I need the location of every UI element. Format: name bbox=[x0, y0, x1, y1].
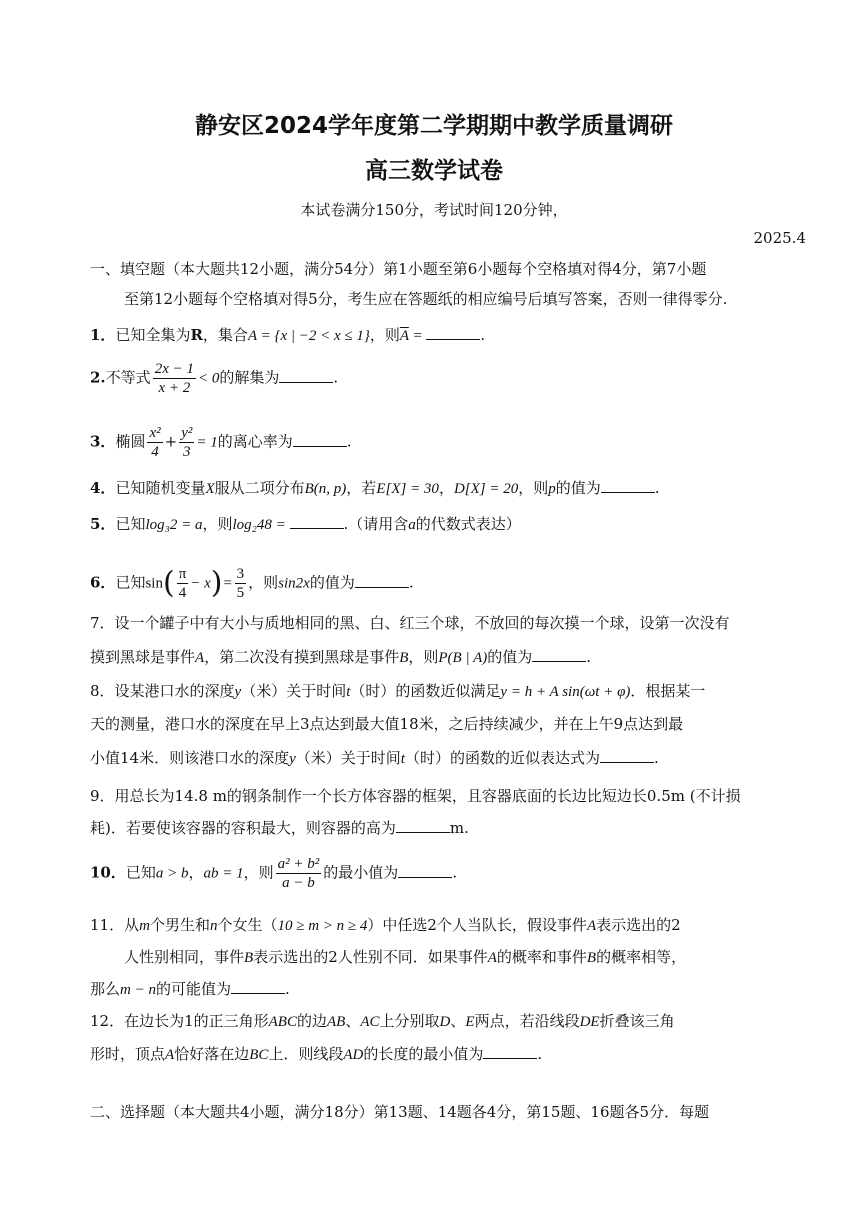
text: 不等式 bbox=[105, 368, 151, 387]
math-expr: DE bbox=[579, 1014, 600, 1030]
fraction bbox=[235, 565, 247, 602]
text: ．根据某一 bbox=[630, 682, 706, 700]
math-expr: BC bbox=[249, 1047, 269, 1063]
text: ，第二次没有摸到黑球是事件 bbox=[204, 648, 400, 666]
fraction bbox=[179, 424, 194, 461]
text: . bbox=[285, 980, 290, 998]
text: 已知随机变量 bbox=[115, 479, 206, 497]
math-expr: n bbox=[209, 918, 218, 934]
text: . bbox=[653, 749, 659, 767]
math-expr: m − n bbox=[120, 982, 156, 998]
math-expr: AB bbox=[327, 1014, 346, 1030]
math-expr: − x bbox=[190, 575, 211, 592]
answer-blank[interactable] bbox=[600, 748, 654, 763]
question-2 bbox=[90, 360, 338, 397]
question-11-cont bbox=[124, 947, 686, 968]
text: 摸到黑球是事件 bbox=[90, 648, 196, 666]
answer-blank[interactable] bbox=[293, 432, 347, 447]
answer-blank[interactable] bbox=[483, 1044, 537, 1059]
answer-blank[interactable] bbox=[290, 514, 344, 529]
math-expr: a > b bbox=[155, 865, 189, 882]
math-expr: X bbox=[205, 481, 215, 497]
text: 两点，若沿线段 bbox=[474, 1012, 580, 1030]
math-expr: B bbox=[586, 950, 597, 966]
math-expr: = bbox=[408, 328, 427, 344]
question-8 bbox=[90, 681, 705, 702]
text: ，则 bbox=[243, 863, 274, 882]
fraction bbox=[153, 360, 196, 397]
text: ，则 bbox=[369, 326, 400, 344]
math-expr: $\overline{A}$ bbox=[399, 328, 409, 344]
math-expr: A bbox=[586, 918, 597, 934]
question-10 bbox=[90, 855, 457, 892]
answer-blank[interactable] bbox=[279, 368, 333, 383]
math-expr: log₂48 = bbox=[232, 517, 290, 533]
text: 形时，顶点 bbox=[90, 1045, 166, 1063]
question-6 bbox=[90, 565, 414, 602]
denominator: 5 bbox=[236, 585, 245, 601]
question-number: 2. bbox=[90, 368, 106, 387]
text: m. bbox=[449, 819, 469, 837]
text: 的概率相等， bbox=[596, 948, 687, 966]
math-expr: m bbox=[139, 918, 150, 934]
math-expr: B bbox=[399, 650, 409, 666]
fraction bbox=[177, 565, 189, 602]
text: 的值为 bbox=[555, 479, 601, 497]
left-paren: ( bbox=[162, 565, 175, 601]
math-expr: D[X] = 20 bbox=[453, 481, 519, 497]
math-expr: B bbox=[244, 950, 254, 966]
math-expr: ABC bbox=[268, 1014, 297, 1030]
text: 的代数式表达） bbox=[415, 515, 521, 533]
text: 个女生（ bbox=[217, 916, 278, 934]
text: 的可能值为 bbox=[155, 980, 231, 998]
math-expr: y = h + A sin(ωt + φ) bbox=[500, 684, 631, 700]
text: 的边 bbox=[296, 1012, 327, 1030]
text: 的值为 bbox=[487, 648, 533, 666]
math-expr: = 1 bbox=[196, 434, 218, 451]
text: . bbox=[480, 326, 486, 344]
question-number: 1． bbox=[90, 326, 116, 344]
text: . bbox=[408, 573, 414, 592]
text: ， bbox=[188, 863, 204, 882]
math-expr: sin bbox=[145, 575, 163, 592]
question-11 bbox=[90, 915, 681, 936]
fraction bbox=[276, 855, 322, 892]
section1-heading-cont: 至第12小题每个空格填对得5分，考生应在答题纸的相应编号后填写答案，否则一律得零分. bbox=[124, 290, 728, 308]
numerator: y² bbox=[181, 425, 193, 441]
denominator: 3 bbox=[183, 444, 191, 460]
text: . bbox=[346, 432, 352, 451]
question-8-cont2 bbox=[90, 748, 659, 769]
math-expr: P(B | A) bbox=[438, 650, 488, 666]
section1-heading: 一、填空题（本大题共12小题，满分54分）第1小题至第6小题每个空格填对得4分，第7小题 bbox=[90, 260, 707, 278]
text: 椭圆 bbox=[115, 432, 146, 451]
section2-heading: 二、选择题（本大题共4小题，满分18分）第13题、14题各4分，第15题、16题各5分．每题 bbox=[90, 1103, 710, 1121]
text: 表示选出的2 bbox=[596, 916, 681, 934]
text: 的概率和事件 bbox=[496, 948, 587, 966]
text: 服从二项分布 bbox=[214, 479, 305, 497]
numerator: 2x − 1 bbox=[154, 361, 194, 377]
text: 、 bbox=[450, 1012, 466, 1030]
text: 上．则线段 bbox=[268, 1045, 344, 1063]
text: . bbox=[654, 479, 660, 497]
text: 的离心率为 bbox=[217, 432, 293, 451]
text: ， bbox=[438, 479, 454, 497]
question-7: 7．设一个罐子中有大小与质地相同的黑、白、红三个球，不放回的每次摸一个球，设第一次没有 bbox=[90, 614, 730, 632]
math-expr: B(n, p) bbox=[304, 481, 347, 497]
denominator: 4 bbox=[178, 585, 187, 601]
text: 已知 bbox=[115, 515, 146, 533]
math-expr: < 0 bbox=[197, 370, 220, 387]
math-expr: p bbox=[548, 481, 556, 497]
fraction bbox=[147, 424, 162, 461]
math-expr: D bbox=[439, 1014, 451, 1030]
exam-date: 2025.4 bbox=[753, 229, 806, 247]
question-5 bbox=[90, 514, 521, 535]
text: 已知全集为 bbox=[115, 326, 191, 344]
math-expr: y bbox=[234, 684, 242, 700]
text: ，若 bbox=[346, 479, 377, 497]
text: 的最小值为 bbox=[323, 863, 399, 882]
math-expr: A bbox=[195, 650, 205, 666]
text: . bbox=[586, 648, 592, 666]
text: 人性别相同，事件 bbox=[124, 948, 245, 966]
math-expr: t bbox=[400, 751, 405, 767]
question-number: 4． bbox=[90, 479, 116, 497]
numerator: π bbox=[178, 566, 187, 582]
question-11-cont2 bbox=[90, 979, 290, 1000]
exam-info: 本试卷满分150分，考试时间120分钟， bbox=[300, 201, 568, 219]
text: 、 bbox=[345, 1012, 361, 1030]
question-9-cont bbox=[90, 818, 469, 838]
question-12 bbox=[90, 1011, 675, 1032]
math-expr: A bbox=[165, 1047, 175, 1063]
math-expr: y bbox=[289, 751, 296, 767]
text: 恰好落在边 bbox=[174, 1045, 250, 1063]
exam-title: 静安区2024学年度第二学期期中教学质量调研 bbox=[194, 113, 673, 139]
text: . bbox=[333, 368, 339, 387]
answer-blank[interactable] bbox=[396, 818, 450, 833]
text: 的解集为 bbox=[219, 368, 280, 387]
question-number: 10． bbox=[90, 863, 126, 882]
question-9: 9．用总长为14.8 m的钢条制作一个长方体容器的框架，且容器底面的长边比短边长0.5m (不计损 bbox=[90, 787, 741, 805]
denominator: a − b bbox=[282, 875, 315, 891]
text: 的值为 bbox=[309, 573, 355, 592]
text: .（请用含 bbox=[343, 515, 409, 533]
text: 折叠该三角 bbox=[599, 1012, 675, 1030]
math-expr: log₃2 = a bbox=[145, 517, 203, 533]
math-expr: AD bbox=[343, 1047, 364, 1063]
numerator: x² bbox=[149, 425, 161, 441]
answer-blank[interactable] bbox=[601, 478, 655, 493]
text: 上分别取 bbox=[379, 1012, 440, 1030]
text: 表示选出的2人性别不同．如果事件 bbox=[253, 948, 488, 966]
plus-sign: + bbox=[164, 432, 178, 451]
question-12-cont bbox=[90, 1044, 542, 1065]
question-number: 3． bbox=[90, 432, 116, 451]
text: 已知 bbox=[125, 863, 156, 882]
question-number: 6． bbox=[90, 573, 116, 592]
text: ，则 bbox=[408, 648, 439, 666]
text: ，则 bbox=[518, 479, 549, 497]
text: （米）关于时间 bbox=[295, 749, 401, 767]
text: 的长度的最小值为 bbox=[363, 1045, 484, 1063]
answer-blank[interactable] bbox=[355, 573, 409, 588]
text: （时）的函数的近似表达式为 bbox=[404, 749, 600, 767]
question-3 bbox=[90, 424, 352, 461]
math-expr: ab = 1 bbox=[203, 865, 244, 882]
question-number: 5． bbox=[90, 515, 116, 533]
text: ，集合 bbox=[202, 326, 248, 344]
text: 小值14米．则该港口水的深度 bbox=[90, 749, 290, 767]
text: . bbox=[452, 863, 458, 882]
question-4 bbox=[90, 478, 660, 499]
question-7-cont bbox=[90, 647, 591, 668]
text: ，则 bbox=[248, 573, 279, 592]
text: 那么 bbox=[90, 980, 121, 998]
text: 耗)．若要使该容器的容积最大，则容器的高为 bbox=[90, 819, 396, 837]
text: 12．在边长为1的正三角形 bbox=[90, 1012, 269, 1030]
answer-blank[interactable] bbox=[426, 325, 480, 340]
question-8-cont: 天的测量，港口水的深度在早上3点达到最大值18米，之后持续减少，并在上午9点达到最 bbox=[90, 715, 684, 733]
numerator: a² + b² bbox=[277, 856, 320, 872]
text: （米）关于时间 bbox=[241, 682, 347, 700]
text: 8．设某港口水的深度 bbox=[90, 682, 235, 700]
right-paren: ) bbox=[210, 565, 223, 601]
math-expr: E[X] = 30 bbox=[376, 481, 439, 497]
math-expr: sin2x bbox=[278, 575, 310, 592]
numerator: 3 bbox=[236, 566, 245, 582]
text: . bbox=[537, 1045, 543, 1063]
text: ，则 bbox=[202, 515, 233, 533]
math-expr: A bbox=[487, 950, 497, 966]
math-expr: AC bbox=[360, 1014, 380, 1030]
answer-blank[interactable] bbox=[532, 647, 586, 662]
math-expr: = bbox=[222, 575, 233, 592]
denominator: x + 2 bbox=[158, 380, 191, 396]
math-expr: t bbox=[346, 684, 351, 700]
text: 11．从 bbox=[90, 916, 140, 934]
math-expr: a bbox=[408, 517, 416, 533]
text: 已知 bbox=[115, 573, 146, 592]
exam-subtitle: 高三数学试卷 bbox=[365, 158, 503, 184]
math-symbol: R bbox=[190, 326, 203, 344]
math-expr: 10 ≥ m > n ≥ 4 bbox=[277, 918, 368, 934]
text: 个男生和 bbox=[149, 916, 210, 934]
math-expr: E bbox=[465, 1014, 475, 1030]
answer-blank[interactable] bbox=[398, 863, 452, 878]
question-1 bbox=[90, 325, 485, 346]
text: ）中任选2个人当队长，假设事件 bbox=[367, 916, 587, 934]
text: （时）的函数近似满足 bbox=[350, 682, 501, 700]
math-expr: A = {x | −2 < x ≤ 1} bbox=[247, 328, 370, 344]
denominator: 4 bbox=[151, 444, 159, 460]
answer-blank[interactable] bbox=[231, 979, 285, 994]
